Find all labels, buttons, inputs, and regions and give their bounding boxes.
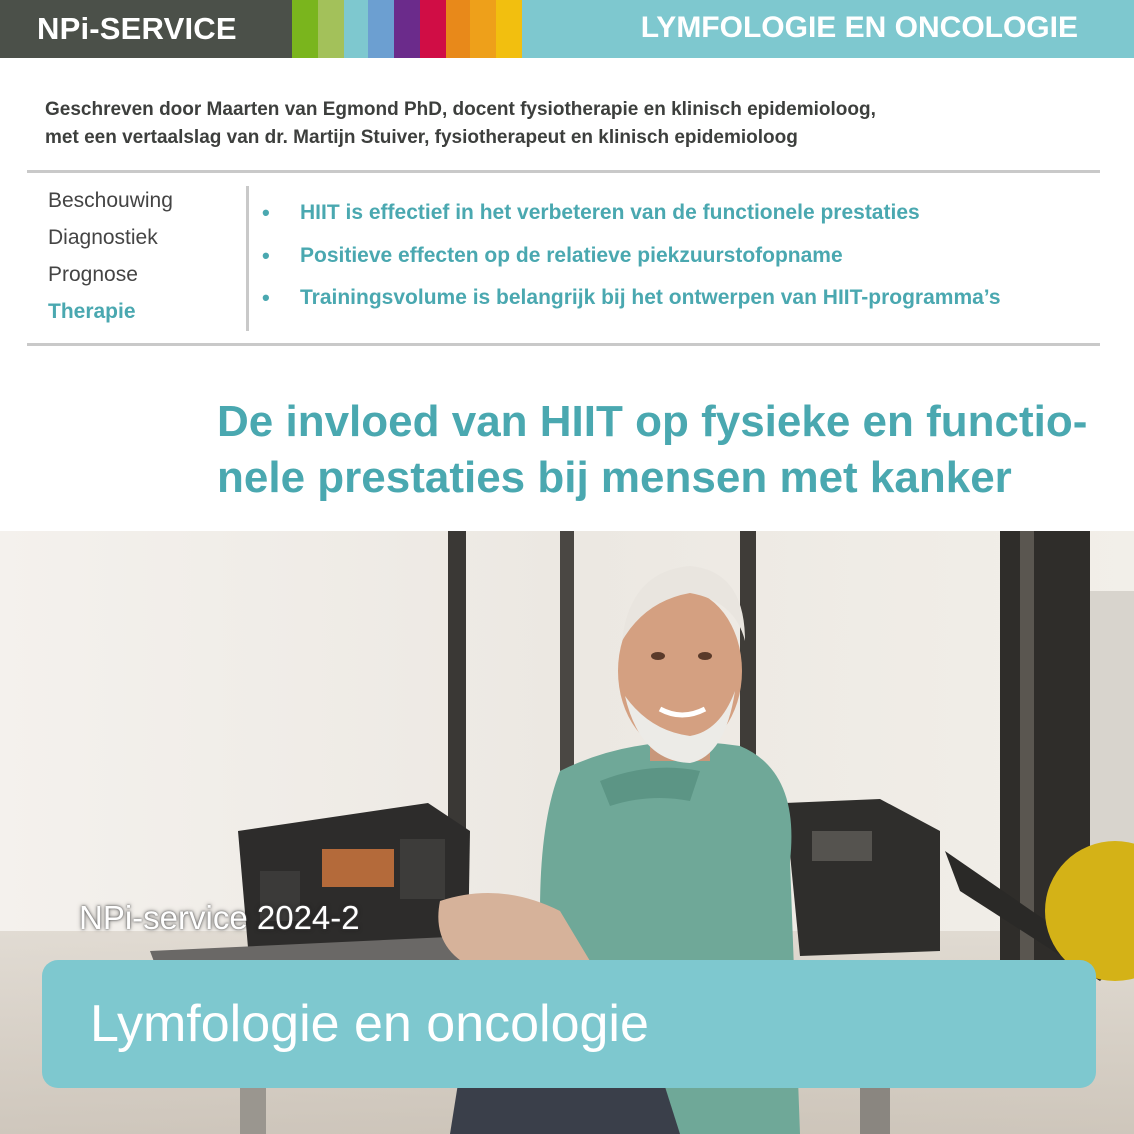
issue-label: NPi-service 2024-2 <box>79 899 360 936</box>
category-prognose[interactable]: Prognose <box>48 263 138 286</box>
vertical-divider <box>246 186 249 331</box>
key-point <box>262 196 1001 239</box>
byline-line-2: met een vertaalslag van dr. Martijn Stuiver, fysiotherapeut en klinisch epidemioloog <box>45 127 798 148</box>
stripe <box>292 0 318 58</box>
headline-line-1: De invloed van HIIT op fysieke en functio- <box>217 397 1088 446</box>
key-point-text: Positieve effecten op de relatieve piekzuurstofopname <box>300 243 843 267</box>
category-nav <box>48 186 238 334</box>
key-point-text: HIIT is effectief in het verbeteren van de functionele prestaties <box>300 201 920 224</box>
key-point <box>262 239 1001 282</box>
category-diagnostiek[interactable]: Diagnostiek <box>48 226 158 249</box>
section-title: LYMFOLOGIE EN ONCOLOGIE <box>522 0 1134 58</box>
key-point <box>262 281 1001 324</box>
bullet-icon: • <box>262 285 270 310</box>
bullet-icon: • <box>262 242 270 268</box>
bullet-icon: • <box>262 200 270 225</box>
headline-line-2: nele prestaties bij mensen met kanker <box>217 453 1012 502</box>
stripe <box>368 0 394 58</box>
stripe <box>446 0 470 58</box>
stripe <box>470 0 496 58</box>
key-point-text: Trainingsvolume is belangrijk bij het ontwerpen van HIIT-programma’s <box>300 286 1001 309</box>
category-banner-text: Lymfologie en oncologie <box>90 995 649 1053</box>
stripe <box>344 0 368 58</box>
top-banner <box>0 0 1134 58</box>
stripe <box>496 0 522 58</box>
author-byline <box>45 96 1105 152</box>
divider-top <box>27 170 1100 173</box>
category-banner <box>42 960 1096 1088</box>
byline-line-1: Geschreven door Maarten van Egmond PhD, docent fysiotherapie en klinisch epidemioloog, <box>45 99 876 120</box>
stripe <box>394 0 420 58</box>
key-points-list <box>262 196 1001 324</box>
stripe <box>420 0 446 58</box>
article-headline <box>217 394 1117 506</box>
divider-bottom <box>27 343 1100 346</box>
brand-logo-text: NPi-SERVICE <box>0 0 292 58</box>
category-therapie[interactable]: Therapie <box>48 300 136 323</box>
category-beschouwing[interactable]: Beschouwing <box>48 189 173 212</box>
color-stripes <box>292 0 522 58</box>
stripe <box>318 0 344 58</box>
